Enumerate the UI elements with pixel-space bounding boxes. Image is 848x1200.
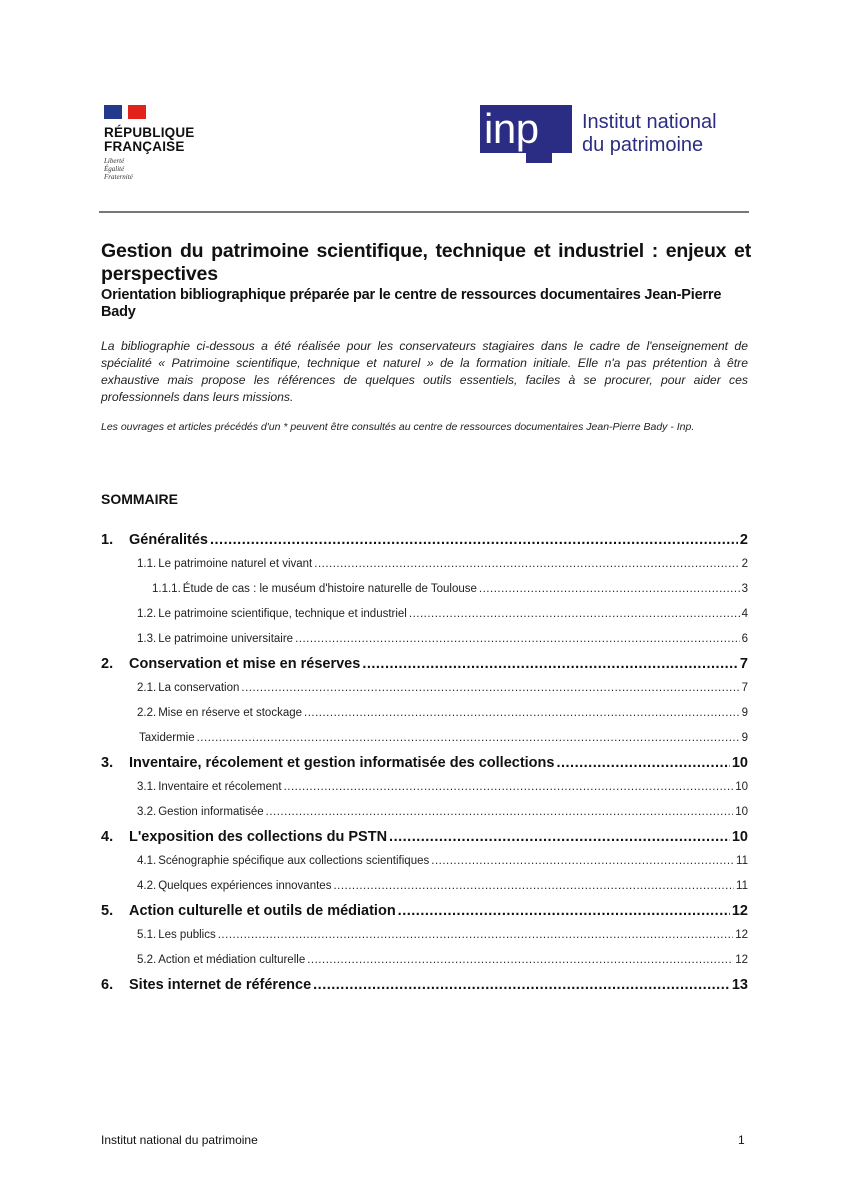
toc-label: Taxidermie [139,732,195,744]
inp-wordmark [582,111,717,157]
toc-leader [431,849,734,874]
toc-page: 12 [735,929,748,941]
toc-leader [389,825,730,849]
toc-leader [479,577,740,602]
toc-page: 6 [741,633,748,645]
toc-label: Mise en réserve et stockage [158,707,303,719]
toc-page: 9 [741,707,748,719]
toc-entry[interactable] [101,528,748,552]
toc-page: 10 [735,781,748,793]
toc-label: Le patrimoine naturel et vivant [158,558,313,570]
toc-label: L'exposition des collections du PSTN [129,829,388,845]
toc-leader [398,899,730,923]
sommaire-heading: SOMMAIRE [101,491,178,507]
document-subtitle: Orientation bibliographique préparée par le centre de ressources documentaires Jean-Pierre Bady [101,287,722,320]
toc-leader [295,627,740,652]
toc-leader [266,800,734,825]
table-of-contents [101,528,748,997]
document-title: Gestion du patrimoine scientifique, technique et industriel : enjeux et perspectives [101,240,751,285]
toc-leader [307,948,733,973]
intro-paragraph: La bibliographie ci-dessous a été réalisée pour les conservateurs stagiaires dans le cadre de l'enseignement de spécialité « Patrimoine scientifique, technique et naturel » de la formation initiale. Elle n'a pas prétention à être exhaustive mais propose les références de quelques outils essentiels, faciles à se procurer, pour aider ces professionnels dans leurs missions. [101,339,748,404]
toc-number: 2.2. [137,707,157,719]
footer-institution: Institut national du patrimoine [101,1133,258,1147]
toc-label: Étude de cas : le muséum d'histoire naturelle de Toulouse [182,583,477,595]
toc-label: Les publics [158,929,216,941]
toc-number: 1. [101,532,114,548]
toc-label: La conservation [158,682,240,694]
toc-label: Le patrimoine universitaire [158,633,294,645]
toc-page: 10 [731,829,748,845]
toc-number: 5.1. [137,929,157,941]
rf-name-line1: RÉPUBLIQUE [104,125,195,140]
toc-entry[interactable] [101,800,748,825]
toc-number: 4. [101,829,114,845]
toc-page: 7 [741,682,748,694]
toc-page: 9 [741,732,748,744]
marianne-flag-icon [104,104,148,120]
republique-francaise-logo [104,104,214,181]
toc-leader [362,652,738,676]
toc-leader [284,775,734,800]
toc-page: 12 [735,954,748,966]
toc-leader [304,701,740,726]
toc-page: 2 [741,558,748,570]
toc-number: 5. [101,903,114,919]
toc-number: 4.1. [137,855,157,867]
rf-motto [104,157,214,181]
toc-leader [241,676,739,701]
toc-page: 10 [731,755,748,771]
toc-page: 13 [731,977,748,993]
toc-leader [218,923,733,948]
toc-entry[interactable] [101,775,748,800]
toc-entry[interactable] [101,751,748,775]
toc-entry[interactable] [101,849,748,874]
toc-page: 12 [731,903,748,919]
toc-label: Quelques expériences innovantes [158,880,332,892]
toc-entry[interactable] [101,627,748,652]
toc-leader [210,528,738,552]
toc-number: 2.1. [137,682,157,694]
toc-entry[interactable] [101,923,748,948]
motto-fraternite: Fraternité [104,173,133,181]
toc-label: Généralités [129,532,208,548]
toc-leader [409,602,740,627]
toc-number: 1.2. [137,608,157,620]
toc-label: Inventaire et récolement [158,781,282,793]
toc-number: 3. [101,755,114,771]
inp-letters: inp [484,105,539,152]
toc-page: 4 [741,608,748,620]
toc-leader [197,726,740,751]
toc-label: Le patrimoine scientifique, technique et industriel [158,608,407,620]
toc-page: 11 [736,880,748,892]
consultation-note: Les ouvrages et articles précédés d'un * peuvent être consultés au centre de ressources documentaires Jean-Pierre Bady - Inp. [101,421,695,433]
toc-number: 2. [101,656,114,672]
toc-entry[interactable] [101,652,748,676]
rf-name-line2: FRANÇAISE [104,139,185,154]
toc-leader [333,874,734,899]
toc-entry[interactable] [101,552,748,577]
footer-page-number: 1 [738,1133,745,1147]
motto-liberte: Liberté [104,157,125,165]
toc-page: 3 [741,583,748,595]
toc-leader [556,751,729,775]
toc-entry[interactable] [101,874,748,899]
toc-number: 6. [101,977,114,993]
toc-page: 2 [739,532,748,548]
toc-page: 10 [735,806,748,818]
toc-entry[interactable] [101,825,748,849]
toc-number: 3.2. [137,806,157,818]
toc-number: 1.3. [137,633,157,645]
toc-entry[interactable] [101,726,748,751]
toc-number: 1.1.1. [152,583,181,595]
toc-leader [314,552,739,577]
toc-label: Conservation et mise en réserves [129,656,361,672]
inp-wordmark-line1: Institut national [582,111,717,133]
toc-label: Inventaire, récolement et gestion informatisée des collections [129,755,555,771]
toc-page: 11 [736,855,748,867]
header-divider [99,211,749,213]
motto-egalite: Égalité [104,165,125,173]
toc-entry[interactable] [101,899,748,923]
toc-entry[interactable] [101,701,748,726]
toc-page: 7 [739,656,748,672]
toc-number: 3.1. [137,781,157,793]
toc-number: 5.2. [137,954,157,966]
toc-entry[interactable] [101,973,748,997]
toc-number: 4.2. [137,880,157,892]
toc-label: Sites internet de référence [129,977,312,993]
toc-number: 1.1. [137,558,157,570]
toc-entry[interactable] [101,602,748,627]
inp-wordmark-line2: du patrimoine [582,134,704,156]
toc-label: Scénographie spécifique aux collections scientifiques [158,855,430,867]
toc-leader [313,973,730,997]
toc-label: Action culturelle et outils de médiation [129,903,396,919]
toc-entry[interactable] [101,676,748,701]
toc-entry[interactable] [101,948,748,973]
toc-entry[interactable] [101,577,748,602]
toc-label: Gestion informatisée [158,806,264,818]
toc-label: Action et médiation culturelle [158,954,306,966]
